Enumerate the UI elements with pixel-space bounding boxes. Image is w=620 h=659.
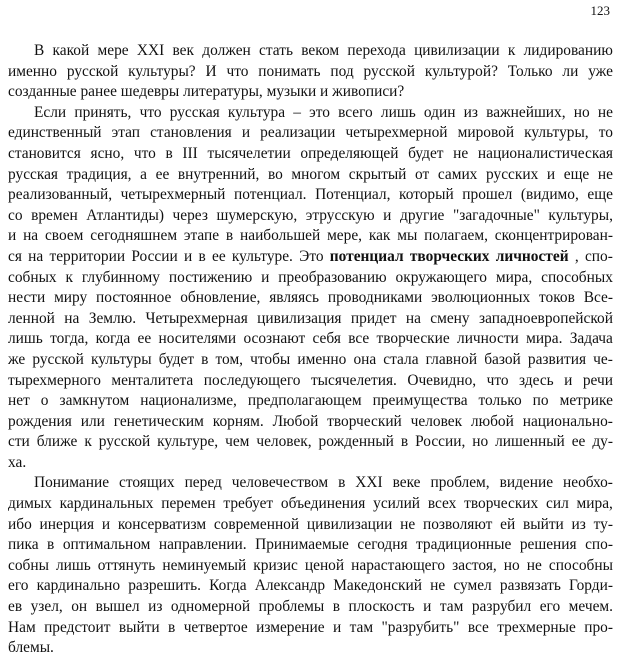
text-line: В какой мере XXI век должен стать веком перехода цивилизации к лидированию xyxy=(34,42,613,59)
text-line: нет о замкнутом национализме, предполагающем преимущества только по метрике xyxy=(8,392,613,410)
text-line: ибо инерция и консерватизм современной цивилизации не позволяют ей выйти из ту- xyxy=(8,515,613,533)
text-line: тырехмерного менталитета последующего тысячелетия. Очевидно, что здесь и речи xyxy=(8,371,613,389)
text-line: со времен Атлантиды) через шумерскую, этрусскую и другие "загадочные" культуры, xyxy=(8,206,613,224)
text-line: ха. xyxy=(8,453,27,471)
text-line: реализованный, четырехмерный потенциал. Потенциал, который прошел (видимо, еще xyxy=(8,186,613,204)
text-line: ев узел, он вышел из одномерной проблемы в плоскость и там разрубил его мечем. xyxy=(8,598,613,616)
text-line: именно русской культуры? И что понимать под русской культурой? Только ли уже xyxy=(8,62,613,80)
text-line: становится ясно, что в III тысячелетии определяющей будет не националистическая xyxy=(8,144,613,162)
page-number: 123 xyxy=(590,3,610,18)
text-line: собны лишь оттянуть неминуемый кризис ценой нарастающего застоя, но не способны xyxy=(8,556,613,574)
text-line: ся на территории России и в ее культуре. Это потенциал творческих личностей , спо- xyxy=(8,247,613,265)
text-line: пика в оптимальном направлении. Принимаемые сегодня традиционные решения спо- xyxy=(8,536,613,554)
text-line: блемы. xyxy=(8,639,54,657)
body-text xyxy=(8,41,613,659)
text-line: сти ближе к русской культуре, чем человек, рожденный в России, но лишенный ее ду- xyxy=(8,433,613,451)
text-line: рождения или генетическим корням. Любой творческий человек любой национально- xyxy=(8,412,613,430)
text-line: собных к глубинному постижению и преобразованию окружающего мира, способных xyxy=(8,268,613,286)
text-line: ленной на Землю. Четырехмерная цивилизация придет на смену западноевропейской xyxy=(8,309,613,327)
text-line: лишь тогда, когда ее носителями осознают себя все творческие личности мира. Задача xyxy=(8,330,613,348)
text-line: же русской культуры будет в том, чтобы именно она стала главной базой развития че- xyxy=(8,350,613,368)
text-line: нести миру постоянное обновление, являясь проводниками эволюционных токов Все- xyxy=(8,289,613,307)
text-line: его кардинально разрешить. Когда Александр Македонский не сумел развязать Горди- xyxy=(8,577,613,595)
text-line: русская традиция, а ее внутренний, во многом скрытый от самих русских и еще не xyxy=(8,165,613,183)
text-line: и на своем сегодняшнем этапе в наибольшей мере, как мы полагаем, сконцентрирован- xyxy=(8,227,613,245)
text-line: единственный этап становления и реализации четырехмерной мировой культуры, то xyxy=(8,124,613,142)
text-line: созданные ранее шедевры литературы, музыки и живописи? xyxy=(8,83,405,101)
text-line: Понимание стоящих перед человечеством в XXI веке проблем, видение необхо- xyxy=(34,474,613,492)
text-line: Нам предстоит выйти в четвертое измерение и там "разрубить" все трехмерные про- xyxy=(8,618,613,636)
text-line: Если принять, что русская культура – это всего лишь один из важнейших, но не xyxy=(34,103,613,121)
text-line: димых кардинальных перемен требует объединения усилий всех творческих сил мира, xyxy=(8,495,613,513)
